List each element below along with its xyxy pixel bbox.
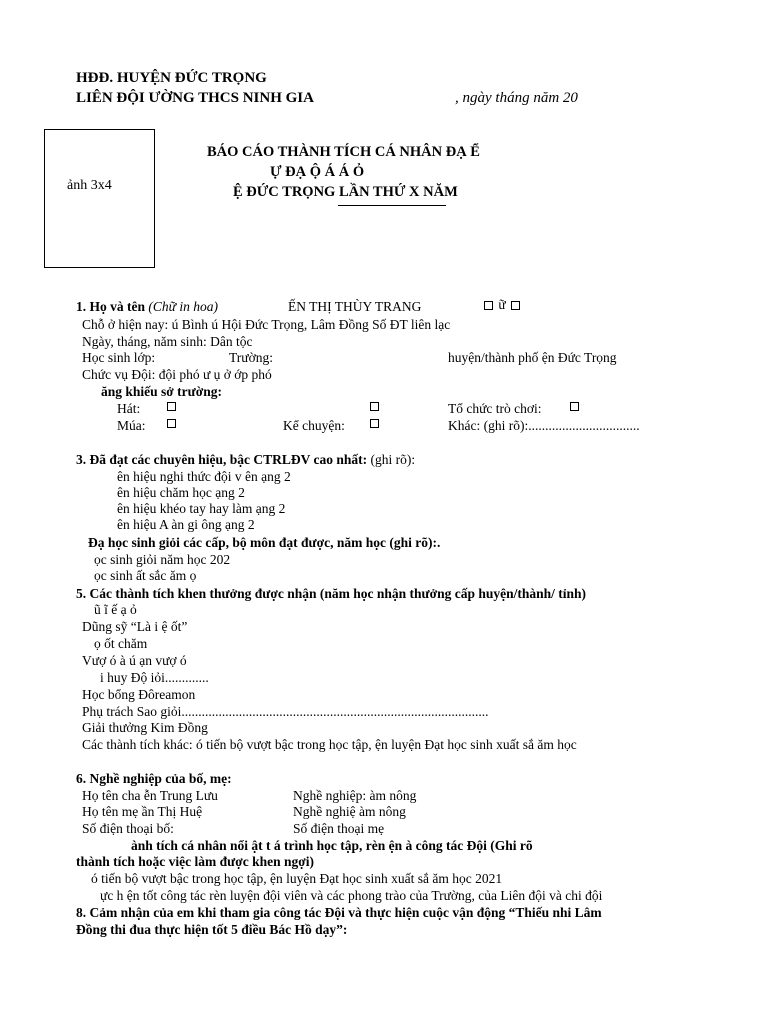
section3-heading-row	[76, 453, 415, 467]
school-label: Trường:	[229, 350, 273, 365]
talent-dance-checkbox[interactable]	[167, 419, 176, 428]
award-item: ũ ĩ ế ạ ỏ	[94, 602, 137, 617]
talent-dance-label: Múa:	[117, 418, 146, 433]
section5-heading: 5. Các thành tích khen thưởng được nhận (năm học nhận thưởng cấp huyện/thành/ tỉnh)	[76, 586, 586, 601]
award-item: i huy Độ iỏi.............	[100, 670, 209, 685]
father-name: Họ tên cha ễn Trung Lưu	[82, 788, 218, 803]
section1-heading-note: (Chữ in hoa)	[148, 299, 218, 314]
name-row	[76, 300, 218, 314]
section6-heading: 6. Nghề nghiệp của bố, mẹ:	[76, 771, 232, 786]
award-item: Học bổng Đôreamon	[82, 687, 196, 702]
award-item: Dũng sỹ “Là i ệ ốt”	[82, 619, 188, 634]
section1-heading: 1. Họ và tên	[76, 299, 145, 314]
award-item: ọ ốt chăm	[94, 636, 148, 651]
section7-heading-line-1: ành tích cá nhân nổi ật t á trình học tập, rèn ện à công tác Đội (Ghi rõ	[131, 838, 533, 853]
gender-male-checkbox[interactable]	[484, 301, 493, 310]
section8-heading-line-2: Đồng thi đua thực hiện tốt 5 điều Bác Hồ dạy”:	[76, 922, 348, 937]
name-value: ẾN THỊ THÙY TRANG	[288, 299, 422, 314]
gifted-heading: Đạ học sinh giỏi các cấp, bộ môn đạt được, năm học (ghi rõ):.	[88, 535, 441, 550]
section3-heading-note: (ghi rõ):	[370, 452, 416, 467]
school-heading: LIÊN ĐỘI ƯỜNG THCS NINH GIA	[76, 90, 314, 106]
father-phone: Số điện thoại bố:	[82, 821, 174, 836]
section8-heading-line-1: 8. Cảm nhận của em khi tham gia công tác Đội và thực hiện cuộc vận động “Thiếu nhi Lâm	[76, 905, 602, 920]
dob-line: Ngày, tháng, năm sinh: Dân tộc	[82, 334, 253, 349]
talent-story-checkbox[interactable]	[370, 419, 379, 428]
section7-text-line-1: ó tiến bộ vượt bậc trong học tập, ện luyện Đạt học sinh xuất sắ ăm học 2021	[91, 871, 503, 886]
section7-text-line-2: ực h ện tốt công tác rèn luyện đội viên và các phong trào của Trường, của Liên đội và chi đội	[100, 888, 603, 903]
address-line: Chỗ ở hiện nay: ú Bình ú Hội Đức Trọng, Lâm Đồng Số ĐT liên lạc	[82, 317, 451, 332]
award-item: Giải thưởng Kim Đồng	[82, 720, 208, 735]
date-line: , ngày tháng năm 20	[455, 90, 578, 106]
award-item: Phụ trách Sao giỏi...........................................................................................	[82, 704, 489, 719]
org-heading: HĐĐ. HUYỆN ĐỨC TRỌNG	[76, 70, 267, 86]
mother-name: Họ tên mẹ ần Thị Huệ	[82, 804, 203, 819]
award-item: Các thành tích khác: ó tiến bộ vượt bậc trong học tập, ện luyện Đạt học sinh xuất sắ ăm học	[82, 737, 577, 752]
class-label: Học sinh lớp:	[82, 350, 156, 365]
talent-games-label: Tổ chức trò chơi:	[448, 401, 542, 416]
photo-label: ảnh 3x4	[67, 178, 112, 193]
gender-female-label: ữ	[498, 297, 506, 312]
talent-sing-label: Hát:	[117, 401, 141, 416]
gifted-item: ọc sinh giỏi năm học 202	[94, 552, 231, 567]
report-title-line-2: Ự ĐẠ Ộ Á Á Ỏ	[270, 164, 365, 180]
position-line: Chức vụ Đội: đội phó ư ụ ở ớp phó	[82, 367, 272, 382]
title-underline	[338, 205, 446, 206]
report-title-line-3: Ệ ĐỨC TRỌNG LẦN THỨ X NĂM	[233, 184, 458, 200]
mother-job: Nghề nghiệ àm nông	[293, 804, 406, 819]
gifted-item: ọc sinh ất sắc ăm ọ	[94, 568, 197, 583]
photo-placeholder	[44, 129, 155, 268]
talent-other-label: Khác: (ghi rõ):.................................	[448, 418, 640, 433]
badge-item: ên hiệu nghi thức đội v ên ạng 2	[117, 469, 291, 484]
gender-female-checkbox[interactable]	[511, 301, 520, 310]
talent-games-checkbox[interactable]	[570, 402, 579, 411]
section3-heading: 3. Đã đạt các chuyên hiệu, bậc CTRLĐV cao nhất:	[76, 452, 368, 467]
mother-phone: Số điện thoại mẹ	[293, 821, 385, 836]
talent-story-label: Kể chuyện:	[283, 418, 345, 433]
talent-sing-checkbox[interactable]	[167, 402, 176, 411]
badge-item: ên hiệu chăm học ạng 2	[117, 485, 245, 500]
badge-item: ên hiệu khéo tay hay làm ạng 2	[117, 501, 286, 516]
section7-heading-line-2: thành tích hoặc việc làm được khen ngợi)	[76, 854, 314, 869]
father-job: Nghề nghiệp: àm nông	[293, 788, 417, 803]
talent-unlabeled-checkbox[interactable]	[370, 402, 379, 411]
award-item: Vượ ó à ú ạn vượ ó	[82, 653, 187, 668]
district-label: huyện/thành phố ện Đức Trọng	[448, 350, 617, 365]
talent-heading: ăng khiếu sở trường:	[101, 384, 222, 399]
gender-options	[482, 298, 522, 312]
badge-item: ên hiệu A àn gi ông ạng 2	[117, 517, 255, 532]
report-title-line-1: BÁO CÁO THÀNH TÍCH CÁ NHÂN ĐẠ Ể	[207, 144, 480, 160]
